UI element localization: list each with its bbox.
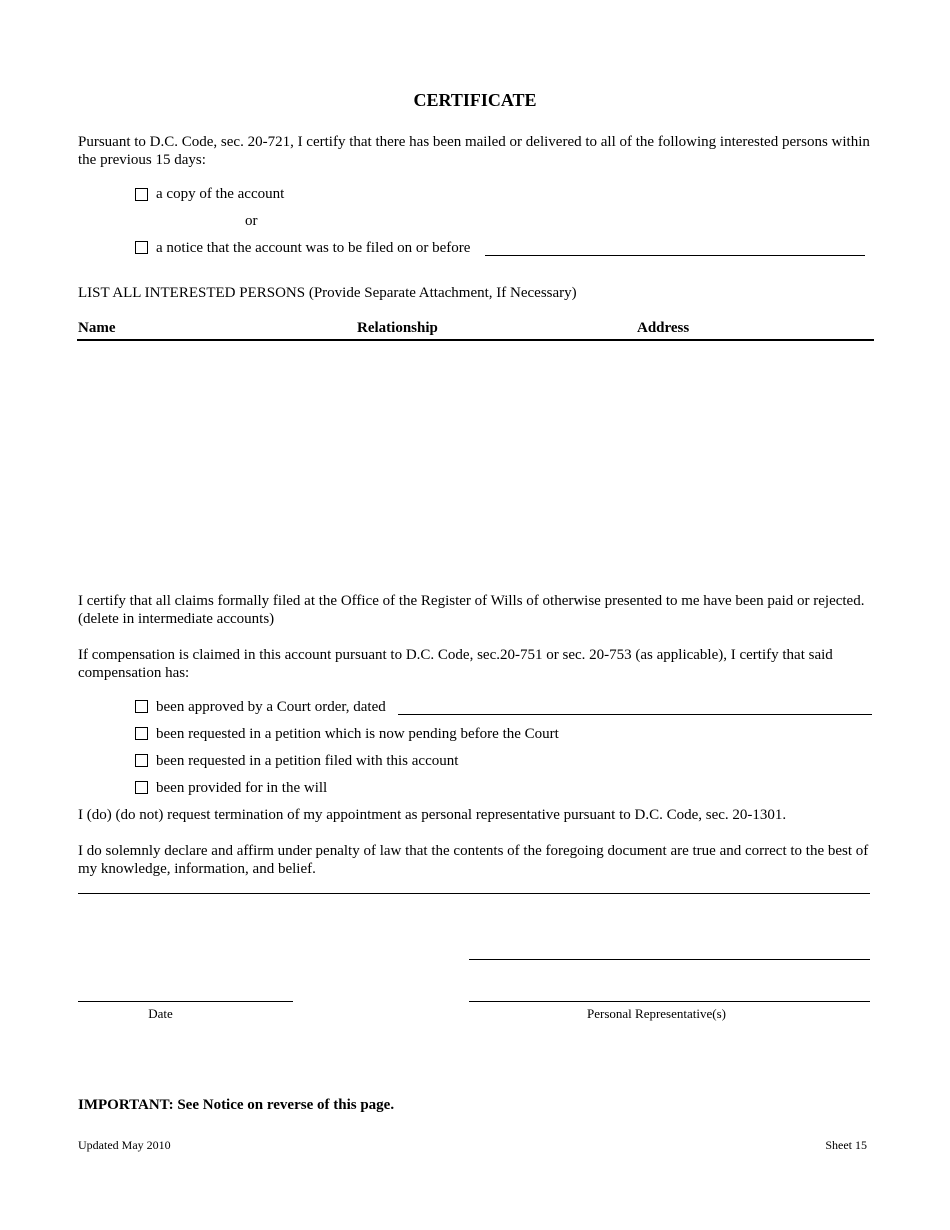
court-order-label: been approved by a Court order, dated bbox=[156, 699, 386, 715]
or-label: or bbox=[245, 213, 258, 229]
copy-account-label: a copy of the account bbox=[156, 186, 285, 202]
copy-account-checkbox[interactable] bbox=[135, 188, 148, 201]
declaration-rule bbox=[78, 893, 870, 894]
court-order-date-line[interactable] bbox=[398, 714, 872, 715]
signature-line-1[interactable] bbox=[469, 959, 870, 960]
court-order-checkbox[interactable] bbox=[135, 700, 148, 713]
rep-label: Personal Representative(s) bbox=[587, 1006, 726, 1021]
list-heading: LIST ALL INTERESTED PERSONS (Provide Separate Attachment, If Necessary) bbox=[78, 285, 577, 301]
claims-paragraph: I certify that all claims formally filed at the Office of the Register of Wills of otherwise presented to me have been paid or rejected. (delete in intermediate accounts) bbox=[78, 593, 865, 627]
notice-date-line[interactable] bbox=[485, 255, 865, 256]
declaration-paragraph: I do solemnly declare and affirm under penalty of law that the contents of the foregoing document are true and correct to the best of my knowledge, information, and belief. bbox=[78, 843, 869, 877]
provided-in-will-label: been provided for in the will bbox=[156, 780, 328, 796]
notice-label: a notice that the account was to be filed on or before bbox=[156, 240, 471, 256]
page-title: CERTIFICATE bbox=[413, 90, 537, 110]
date-label: Date bbox=[148, 1006, 173, 1021]
compensation-paragraph: If compensation is claimed in this account pursuant to D.C. Code, sec.20-751 or sec. 20-753 (as applicable), I certify that said compensation has: bbox=[78, 647, 833, 681]
interested-persons-area[interactable] bbox=[78, 345, 874, 580]
petition-filed-label: been requested in a petition filed with this account bbox=[156, 753, 459, 769]
table-header-address: Address bbox=[637, 320, 690, 336]
notice-checkbox[interactable] bbox=[135, 241, 148, 254]
termination-paragraph: I (do) (do not) request termination of my appointment as personal representative pursuant to D.C. Code, sec. 20-1301. bbox=[78, 807, 787, 823]
petition-pending-label: been requested in a petition which is now pending before the Court bbox=[156, 726, 559, 742]
important-notice: IMPORTANT: See Notice on reverse of this page. bbox=[78, 1097, 395, 1113]
date-line[interactable] bbox=[78, 1001, 293, 1002]
petition-pending-checkbox[interactable] bbox=[135, 727, 148, 740]
provided-in-will-checkbox[interactable] bbox=[135, 781, 148, 794]
table-header-name: Name bbox=[78, 320, 116, 336]
intro-paragraph: Pursuant to D.C. Code, sec. 20-721, I certify that there has been mailed or delivered to all of the following interested persons within the previous 15 days: bbox=[78, 134, 870, 168]
signature-line-2[interactable] bbox=[469, 1001, 870, 1002]
table-header-relationship: Relationship bbox=[357, 320, 438, 336]
table-header-rule bbox=[77, 339, 874, 341]
petition-filed-checkbox[interactable] bbox=[135, 754, 148, 767]
footer-sheet: Sheet 15 bbox=[825, 1138, 867, 1152]
footer-updated: Updated May 2010 bbox=[78, 1138, 171, 1152]
